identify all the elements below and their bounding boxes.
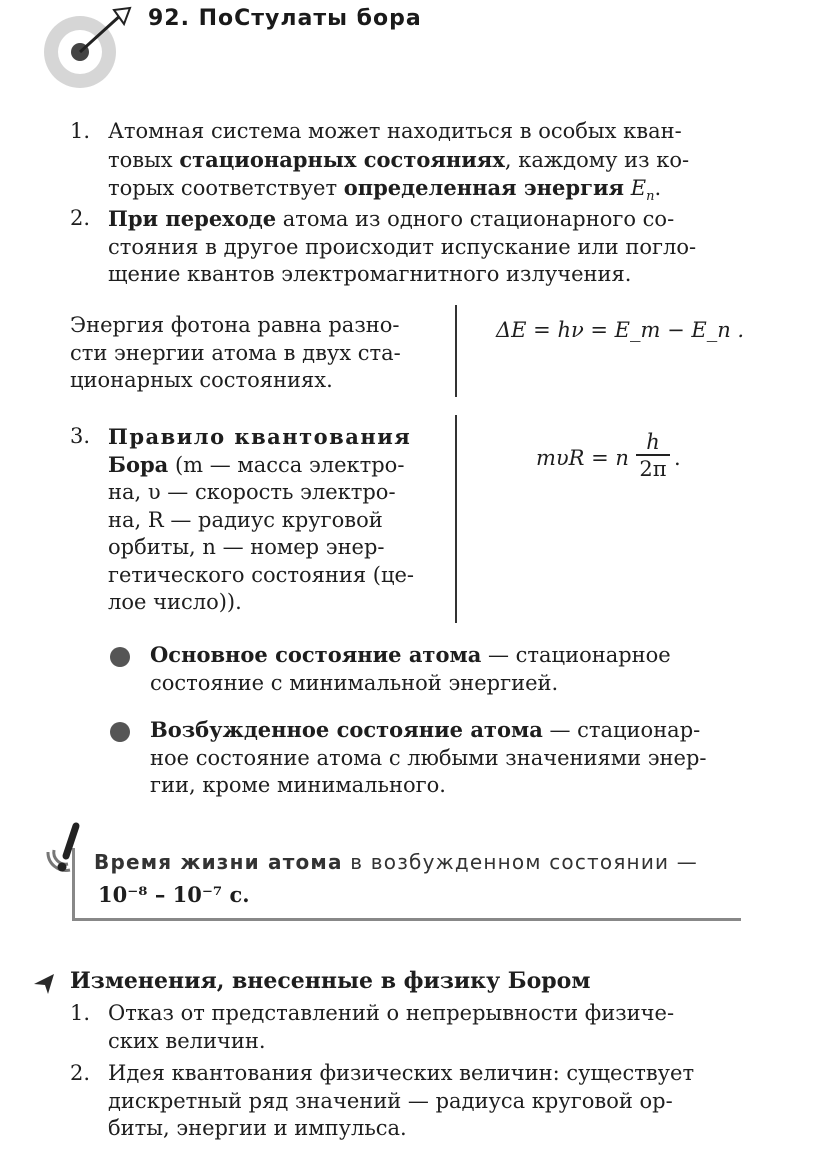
quant-rule-title: Правило квантования bbox=[108, 424, 412, 449]
postulate-2 bbox=[108, 205, 740, 289]
postulate-1-line2: товых стационарных состояниях, каждому из ко- bbox=[108, 146, 690, 172]
definition-excited-state: Возбужденное состояние атома — стационар- ное состояние атома с любыми значениями энер- гии, кроме минимального. bbox=[150, 717, 707, 797]
postulate-3: Правило квантования Бора (m — масса электро- на, υ — скорость электро- на, R — радиус круговой орбиты, n — номер энер- гетического состояния (це- лое число)). bbox=[108, 423, 438, 617]
photon-energy-text: Энергия фотона равна разно- сти энергии атома в двух ста- ционарных состояниях. bbox=[70, 313, 401, 392]
postulate-1 bbox=[108, 118, 740, 211]
divider-line bbox=[455, 305, 457, 397]
postulate-1-line1: Атомная система может находиться в особых кван- bbox=[108, 119, 682, 143]
change-2-number: 2. bbox=[70, 1061, 91, 1085]
quant-formula-fraction: h 2π bbox=[636, 430, 670, 482]
divider-line bbox=[455, 415, 457, 623]
change-1-number: 1. bbox=[70, 1001, 91, 1025]
page-title: 92. ПоСтулаты бора bbox=[148, 6, 422, 31]
exclamation-icon bbox=[42, 820, 96, 876]
arrow-icon bbox=[32, 972, 56, 996]
bullet-icon bbox=[110, 647, 130, 667]
postulate-2-number: 2. bbox=[70, 206, 91, 230]
postulate-2-line3: щение квантов электромагнитного излучения. bbox=[108, 262, 632, 286]
change-2: Идея квантования физических величин: существует дискретный ряд значений — радиуса круговой ор- биты, энергии и импульса. bbox=[108, 1061, 695, 1140]
quant-formula-end: . bbox=[674, 446, 681, 470]
target-logo-icon bbox=[30, 6, 134, 90]
changes-title: Изменения, внесенные в физику Бором bbox=[70, 968, 591, 994]
bullet-icon bbox=[110, 722, 130, 742]
definition-ground-state: Основное состояние атома — стационарное состояние с минимальной энергией. bbox=[150, 642, 671, 695]
photon-energy-formula: ΔE = hν = E_m − E_n . bbox=[496, 318, 745, 342]
postulate-2-line2: стояния в другое происходит испускание или погло- bbox=[108, 234, 697, 259]
postulate-3-number: 3. bbox=[70, 424, 91, 448]
change-1: Отказ от представлений о непрерывности физиче- ских величин. bbox=[108, 1001, 675, 1053]
postulate-2-line1: При переходе атома из одного стационарного со- bbox=[108, 206, 675, 231]
postulate-1-number: 1. bbox=[70, 119, 91, 143]
postulate-1-line3: торых соответствует определенная энергия $E_n$. bbox=[108, 175, 662, 205]
quant-formula-left: mυR = n bbox=[536, 446, 629, 470]
note-value: 10⁻⁸ – 10⁻⁷ с. bbox=[98, 882, 250, 907]
note-text: Время жизни атома в возбужденном состоянии — bbox=[94, 850, 698, 874]
